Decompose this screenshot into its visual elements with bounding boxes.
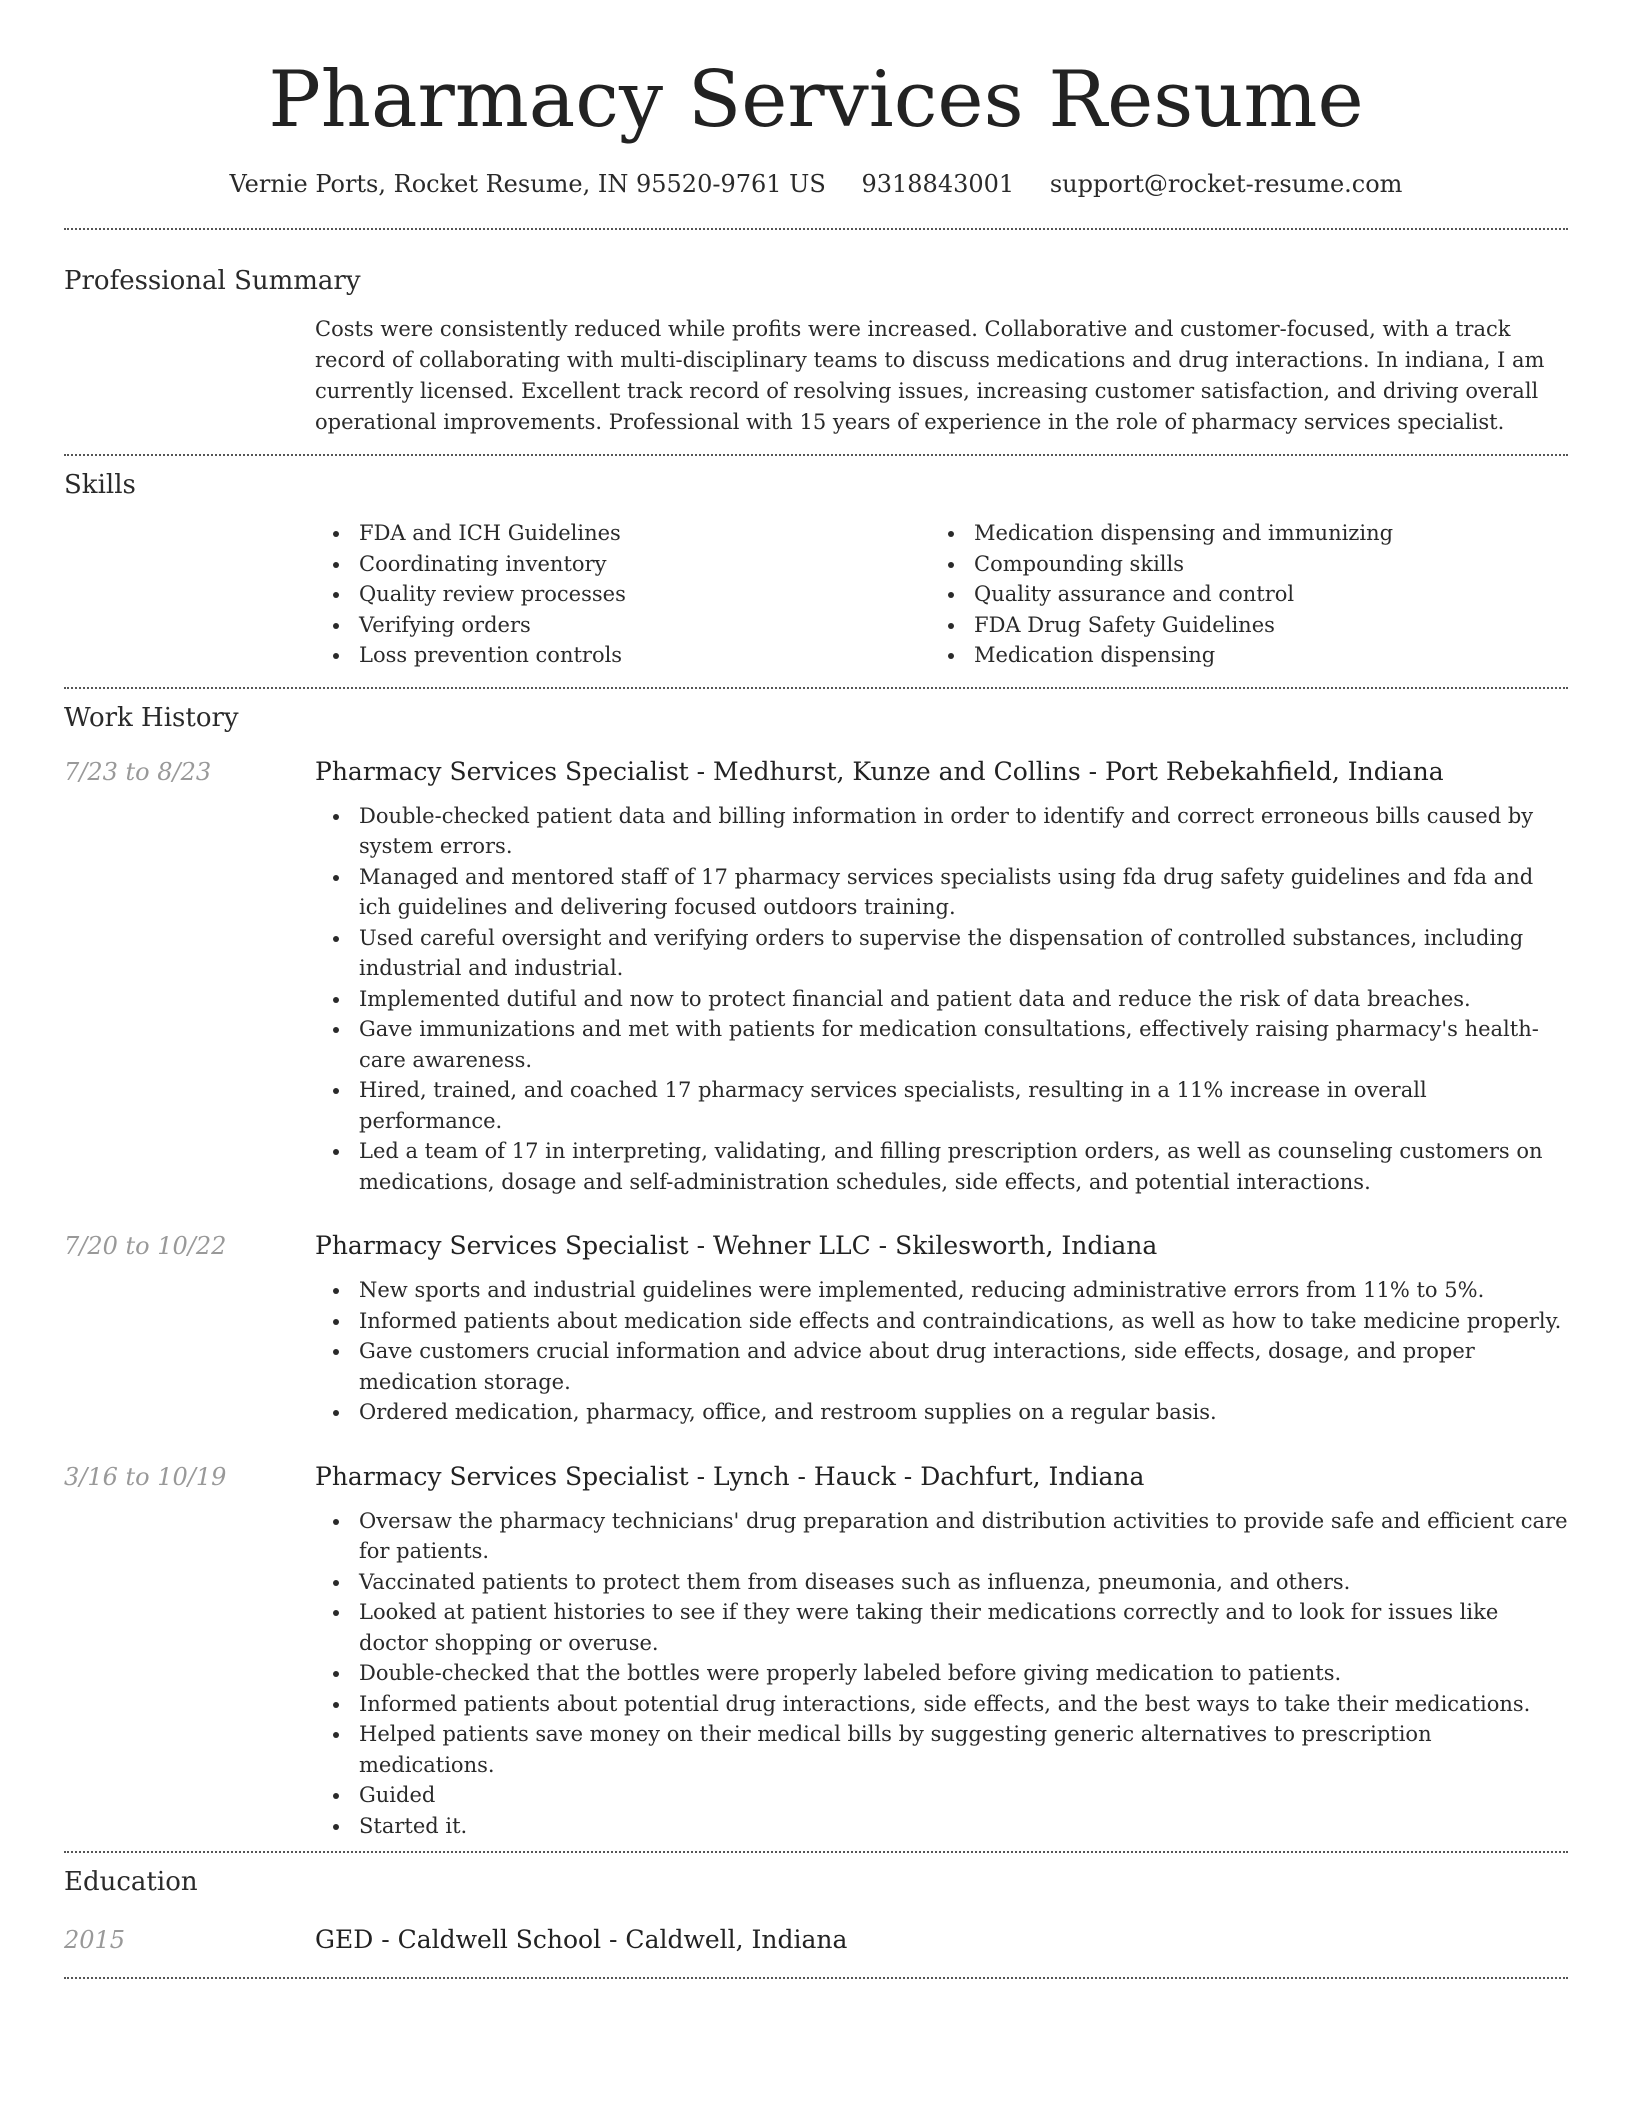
divider xyxy=(64,228,1568,230)
work-section xyxy=(64,701,1568,1842)
job-date: 3/16 to 10/19 xyxy=(64,1462,227,1491)
job-title: Pharmacy Services Specialist - Wehner LLC - Skilesworth, Indiana xyxy=(315,1231,1158,1260)
job-entry xyxy=(64,755,1568,1198)
skills-column-right xyxy=(930,518,1545,671)
skill-item: Verifying orders xyxy=(315,610,930,641)
duty-item: Started it. xyxy=(315,1811,1568,1842)
duty-item: Vaccinated patients to protect them from diseases such as influenza, pneumonia, and others. xyxy=(315,1567,1568,1598)
job-duties xyxy=(315,1275,1568,1428)
duty-item: Gave customers crucial information and advice about drug interactions, side effects, dosage, and proper medication storage. xyxy=(315,1336,1568,1397)
skill-item: FDA Drug Safety Guidelines xyxy=(930,610,1545,641)
duty-item: Oversaw the pharmacy technicians' drug preparation and distribution activities to provide safe and efficient care for patients. xyxy=(315,1506,1568,1567)
duty-item: Led a team of 17 in interpreting, validating, and filling prescription orders, as well as counseling customers on medications, dosage and self-administration schedules, side effects, and potential interactions. xyxy=(315,1136,1568,1197)
resume-header xyxy=(64,0,1568,200)
skill-item: FDA and ICH Guidelines xyxy=(315,518,930,549)
skill-item: Compounding skills xyxy=(930,549,1545,580)
duty-item: Informed patients about medication side effects and contraindications, as well as how to take medicine properly. xyxy=(315,1306,1568,1337)
job-duties xyxy=(315,801,1568,1198)
duty-item: Double-checked patient data and billing information in order to identify and correct erroneous bills caused by system errors. xyxy=(315,801,1568,862)
skill-item: Loss prevention controls xyxy=(315,640,930,671)
job-title: Pharmacy Services Specialist - Lynch - Hauck - Dachfurt, Indiana xyxy=(315,1461,1145,1491)
divider xyxy=(64,1977,1568,1979)
contact-address: Vernie Ports, Rocket Resume, IN 95520-9761 US xyxy=(229,170,826,198)
duty-item: Informed patients about potential drug interactions, side effects, and the best ways to take their medications. xyxy=(315,1689,1568,1720)
resume-page xyxy=(64,0,1568,1979)
job-date: 7/23 to 8/23 xyxy=(64,757,212,786)
skills-column-left xyxy=(315,518,930,671)
duty-item: Hired, trained, and coached 17 pharmacy services specialists, resulting in a 11% increase in overall performance. xyxy=(315,1075,1568,1136)
skill-item: Medication dispensing xyxy=(930,640,1545,671)
education-degree: GED - Caldwell School - Caldwell, Indiana xyxy=(315,1925,848,1954)
duty-item: Ordered medication, pharmacy, office, and restroom supplies on a regular basis. xyxy=(315,1397,1568,1428)
contact-email: support@rocket-resume.com xyxy=(1049,170,1403,198)
duty-item: Gave immunizations and met with patients for medication consultations, effectively raising pharmacy's health-care awareness. xyxy=(315,1014,1568,1075)
skills-heading: Skills xyxy=(64,470,136,500)
work-heading: Work History xyxy=(64,702,239,733)
skill-item: Medication dispensing and immunizing xyxy=(930,518,1545,549)
skills-section xyxy=(64,468,1568,671)
education-entry xyxy=(64,1923,1568,1957)
summary-heading: Professional Summary xyxy=(64,266,361,296)
duty-item: Double-checked that the bottles were properly labeled before giving medication to patients. xyxy=(315,1658,1568,1689)
skill-item: Quality assurance and control xyxy=(930,579,1545,610)
duty-item: Helped patients save money on their medical bills by suggesting generic alternatives to prescription medications. xyxy=(315,1719,1568,1780)
job-entry xyxy=(64,1229,1568,1428)
duty-item: New sports and industrial guidelines were implemented, reducing administrative errors from 11% to 5%. xyxy=(315,1275,1568,1306)
contact-line xyxy=(64,168,1568,200)
divider xyxy=(64,1851,1568,1853)
education-section xyxy=(64,1865,1568,1957)
skill-item: Coordinating inventory xyxy=(315,549,930,580)
resume-title: Pharmacy Services Resume xyxy=(268,55,1364,145)
job-duties xyxy=(315,1506,1568,1842)
divider xyxy=(64,687,1568,689)
divider xyxy=(64,454,1568,456)
summary-text: Costs were consistently reduced while profits were increased. Collaborative and customer-focused, with a track record of collaborating with multi-disciplinary teams to discuss medications and drug interactions. In indiana, I am currently licensed. Excellent track record of resolving issues, increasing customer satisfaction, and driving overall operational improvements. Professional with 15 years of experience in the role of pharmacy services specialist. xyxy=(315,317,1545,434)
job-entry xyxy=(64,1460,1568,1842)
duty-item: Looked at patient histories to see if they were taking their medications correctly and to look for issues like doctor shopping or overuse. xyxy=(315,1597,1568,1658)
duty-item: Implemented dutiful and now to protect financial and patient data and reduce the risk of data breaches. xyxy=(315,984,1568,1015)
job-title: Pharmacy Services Specialist - Medhurst, Kunze and Collins - Port Rebekahfield, Indiana xyxy=(315,756,1444,786)
skill-item: Quality review processes xyxy=(315,579,930,610)
duty-item: Used careful oversight and verifying orders to supervise the dispensation of controlled substances, including industrial and industrial. xyxy=(315,923,1568,984)
education-heading: Education xyxy=(64,1867,198,1897)
duty-item: Guided xyxy=(315,1780,1568,1811)
contact-phone: 9318843001 xyxy=(861,170,1015,198)
education-date: 2015 xyxy=(64,1926,126,1954)
job-date: 7/20 to 10/22 xyxy=(64,1232,227,1260)
summary-section xyxy=(64,264,1568,438)
skills-list xyxy=(315,518,1568,671)
duty-item: Managed and mentored staff of 17 pharmacy services specialists using fda drug safety guidelines and fda and ich guidelines and delivering focused outdoors training. xyxy=(315,862,1568,923)
